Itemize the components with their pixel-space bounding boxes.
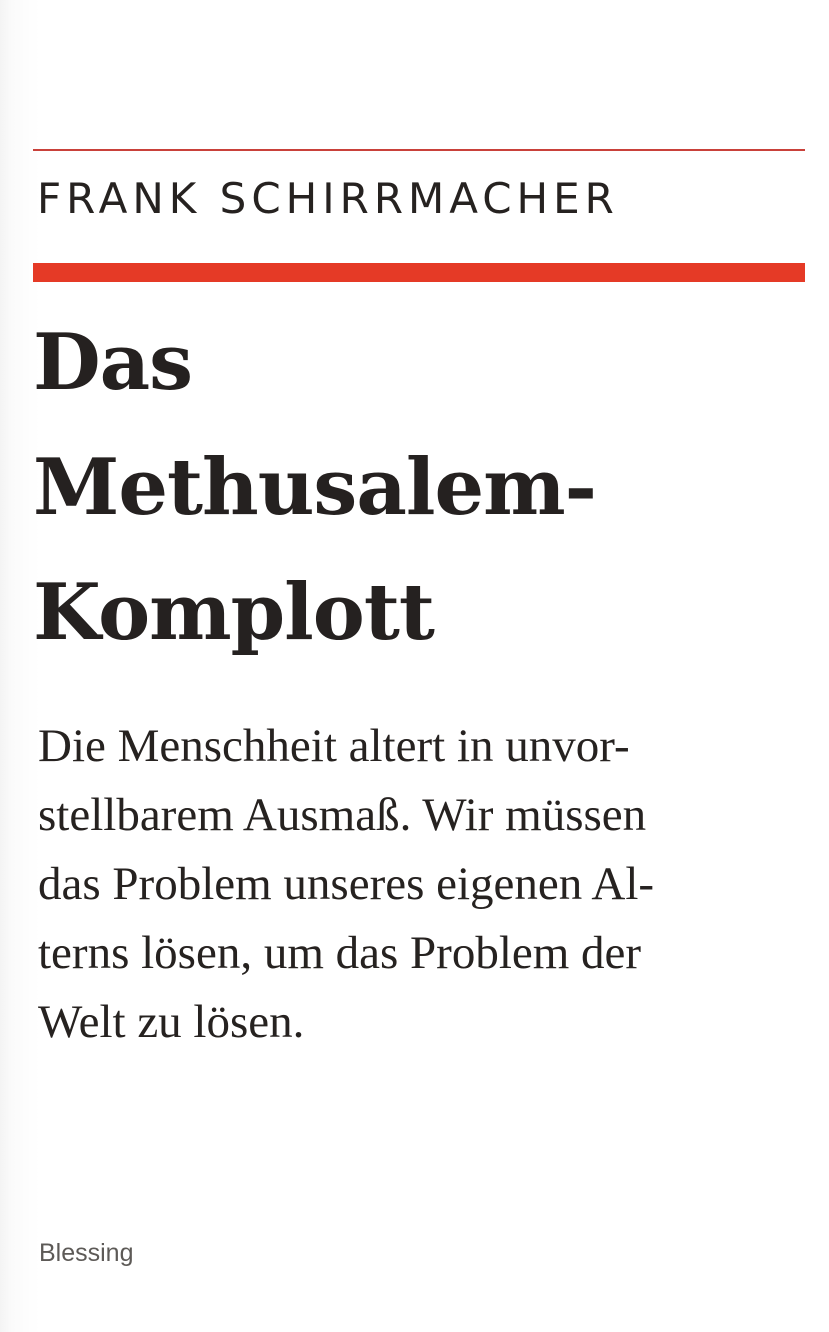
title-line: Methusalem-: [33, 442, 597, 533]
blurb-line: terns lösen, um das Problem der: [38, 927, 642, 979]
blurb-line: stellbarem Ausmaß. Wir müssen: [38, 789, 647, 841]
top-thin-rule: [33, 149, 805, 151]
blurb-line: Die Menschheit altert in unvor-: [38, 720, 630, 772]
publisher-name: Blessing: [39, 1239, 134, 1267]
blurb-line: Welt zu lösen.: [38, 996, 305, 1048]
red-accent-bar: [33, 263, 805, 282]
title-line: Komplott: [33, 567, 434, 658]
blurb-line: das Problem unseres eigenen Al-: [38, 858, 655, 910]
cover-blurb: [38, 712, 798, 1057]
author-name: FRANK SCHIRRMACHER: [37, 174, 619, 223]
book-title: [33, 300, 596, 675]
title-line: Das: [33, 317, 193, 408]
